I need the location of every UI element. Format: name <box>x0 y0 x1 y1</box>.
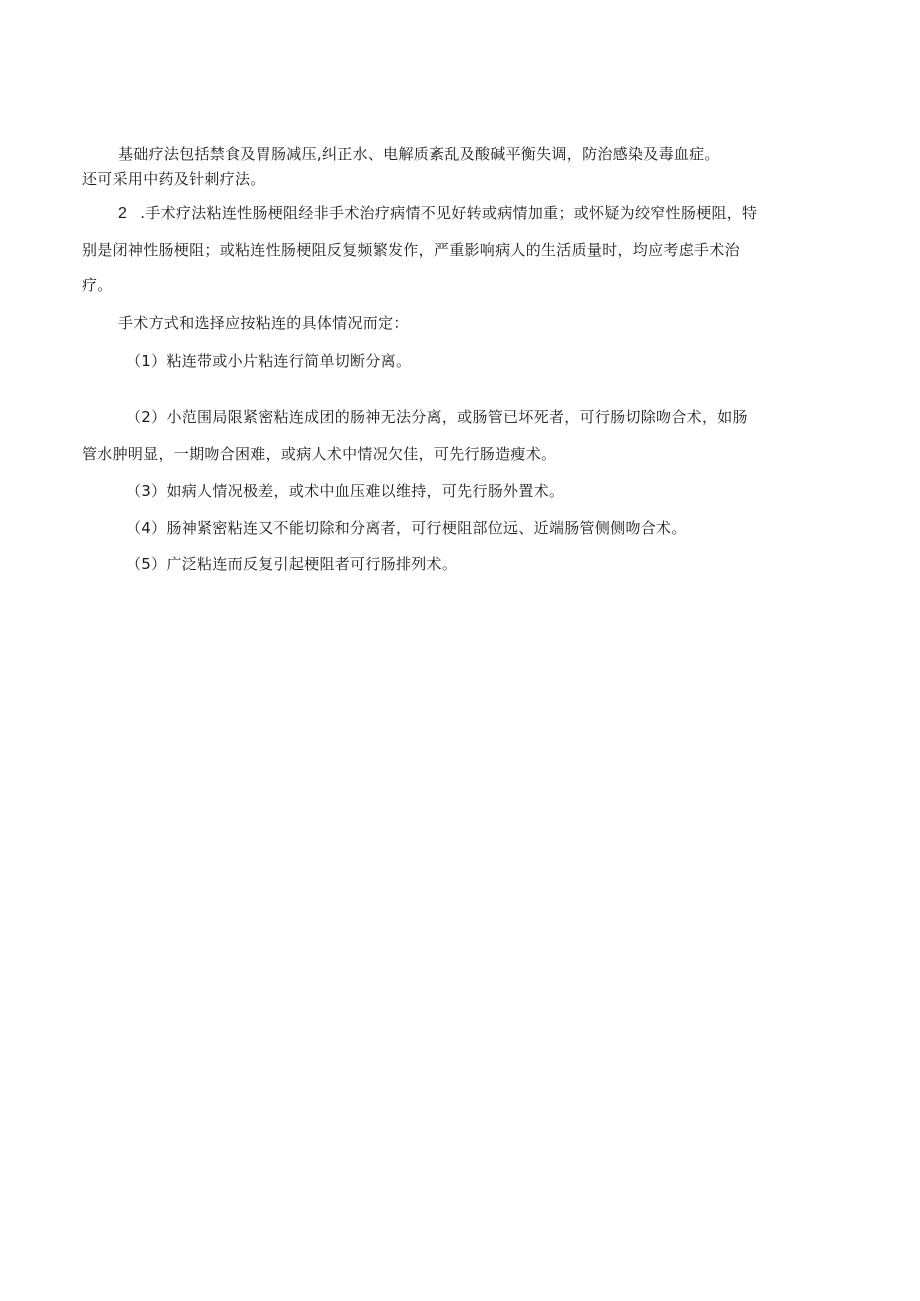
list-item-2-continuation: 管水肿明显，一期吻合困难，或病人术中情况欠佳，可先行肠造瘦术。 <box>82 445 557 463</box>
list-item-5-marker: （5） <box>126 555 167 573</box>
list-item-2-text: 小范围局限紧密粘连成团的肠神无法分离，或肠管已坏死者，可行肠切除吻合术，如肠 <box>166 408 748 426</box>
list-item-3-text: 如病人情况极差，或术中血压难以维持，可先行肠外置术。 <box>166 482 565 500</box>
list-item-1-marker: （1） <box>126 352 167 370</box>
list-item-4-text: 肠神紧密粘连又不能切除和分离者，可行梗阻部位远、近端肠管侧侧吻合术。 <box>166 519 687 537</box>
paragraph-2-line-3: 疗。 <box>82 276 113 294</box>
list-item-3 <box>126 481 564 501</box>
list-item-2-marker: （2） <box>126 408 167 426</box>
list-item-4 <box>126 518 687 538</box>
paragraph-1-line-1: 基础疗法包括禁食及胃肠减压,纠正水、电解质紊乱及酸碱平衡失调，防治感染及毒血症。 <box>118 145 720 163</box>
list-item-2 <box>126 407 748 427</box>
paragraph-2-line-2: 别是闭神性肠梗阻；或粘连性肠梗阻反复频繁发作，严重影响病人的生活质量时，均应考虑手术治 <box>82 241 740 259</box>
section-number: 2 <box>118 205 128 222</box>
list-item-5 <box>126 554 457 574</box>
list-item-4-marker: （4） <box>126 519 167 537</box>
paragraph-3-line-1: 手术方式和选择应按粘连的具体情况而定： <box>118 314 409 332</box>
list-item-1 <box>126 351 411 371</box>
paragraph-2-line-1 <box>118 203 757 224</box>
list-item-5-text: 广泛粘连而反复引起梗阻者可行肠排列术。 <box>166 555 458 573</box>
paragraph-2-line-1-text: .手术疗法粘连性肠梗阻经非手术治疗病情不见好转或病情加重；或怀疑为绞窄性肠梗阻，特 <box>140 204 758 222</box>
list-item-3-marker: （3） <box>126 482 167 500</box>
paragraph-1-line-2: 还可采用中药及针刺疗法。 <box>82 170 266 188</box>
list-item-1-text: 粘连带或小片粘连行简单切断分离。 <box>166 352 412 370</box>
